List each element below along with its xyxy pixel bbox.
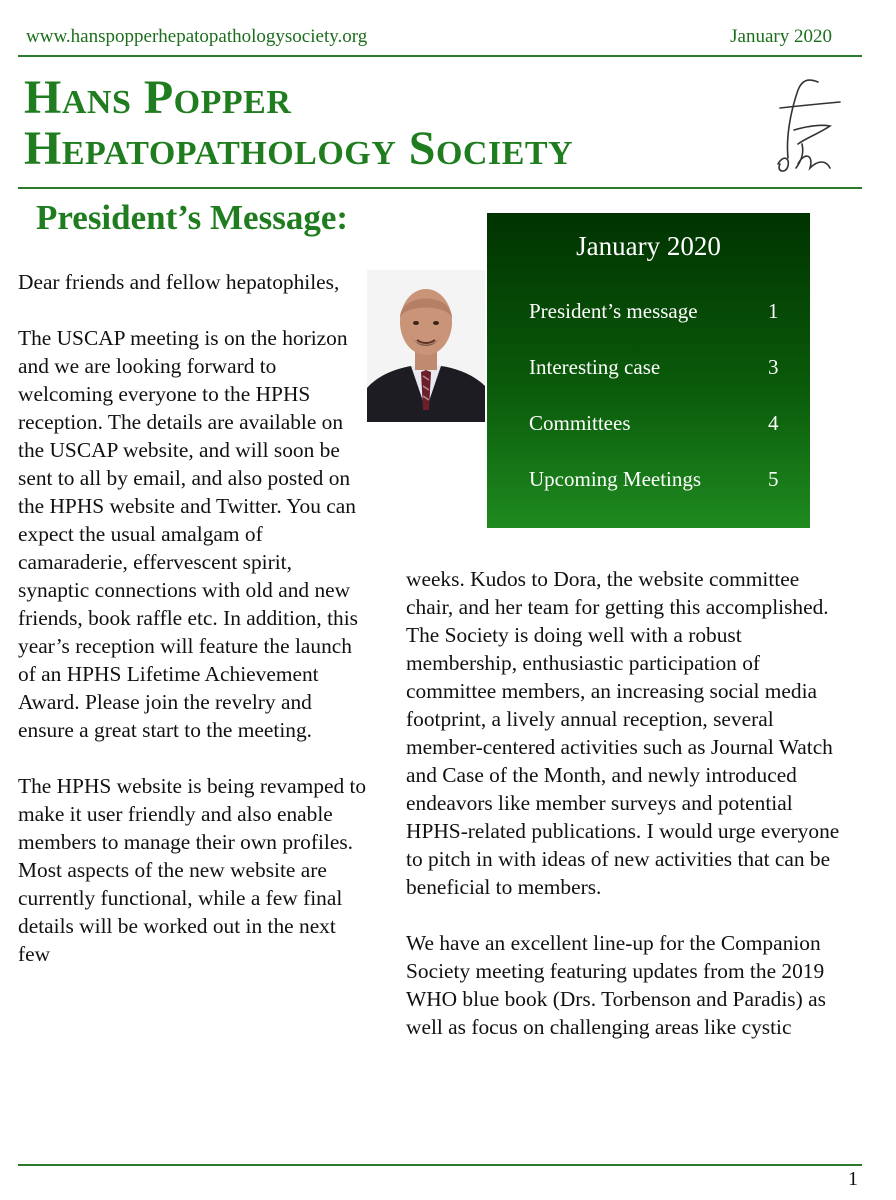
toc-item[interactable] <box>529 411 799 439</box>
table-of-contents <box>487 213 810 528</box>
paragraph: The HPHS website is being revamped to make it user friendly and also enable members to manage their own profiles. Most aspects of the new website are currently functional, while a few final details will be worked out in the next few <box>18 774 367 966</box>
toc-item-page: 4 <box>768 411 779 435</box>
toc-item-label: Upcoming Meetings <box>529 467 702 491</box>
issue-date: January 2020 <box>730 26 832 47</box>
footer-divider <box>18 1164 862 1166</box>
left-column-text <box>18 268 368 996</box>
paragraph: We have an excellent line-up for the Companion Society meeting featuring updates from the 2019 WHO blue book (Drs. Torbenson and Paradis) as well as focus on challenging areas like cystic <box>406 931 826 1039</box>
toc-item-label: Committees <box>529 411 631 435</box>
toc-item-page: 3 <box>768 355 779 379</box>
toc-item[interactable] <box>529 355 799 383</box>
signature-mark <box>758 68 848 180</box>
right-column-text <box>406 565 846 1069</box>
masthead-line-1: Hans Popper <box>24 71 292 124</box>
toc-item-page: 1 <box>768 299 779 323</box>
masthead-divider <box>18 187 862 189</box>
toc-title: January 2020 <box>576 231 721 261</box>
section-heading: President’s Message: <box>36 198 349 237</box>
paragraph: Dear friends and fellow hepatophiles, <box>18 270 340 294</box>
paragraph: The USCAP meeting is on the horizon and we are looking forward to welcoming everyone to the HPHS reception. The details are available on the USCAP website, and will soon be sent to all by email, and also posted on the HPHS website and Twitter. You can expect the usual amalgam of camaraderie, effervescent spirit, synaptic connections with old and new friends, book raffle etc. In addition, this year’s reception will feature the launch of an HPHS Lifetime Achievement Award. Please join the revelry and ensure a great start to the meeting. <box>18 326 358 742</box>
website-url[interactable]: www.hanspopperhepatopathologysociety.org <box>26 26 368 47</box>
toc-item[interactable] <box>529 467 799 495</box>
president-portrait <box>367 270 485 422</box>
toc-item-page: 5 <box>768 467 779 491</box>
page-number: 1 <box>848 1168 858 1190</box>
masthead-line-2: Hepatopathology Society <box>24 122 574 175</box>
toc-item[interactable] <box>529 299 799 327</box>
masthead-title <box>24 72 784 174</box>
paragraph: weeks. Kudos to Dora, the website committee chair, and her team for getting this accomplished. The Society is doing well with a robust membership, enthusiastic participation of committee members, an increasing social media footprint, a lively annual reception, several member-centered activities such as Journal Watch and Case of the Month, and newly introduced endeavors like member surveys and potential HPHS-related publications. I would urge everyone to pitch in with ideas of new activities that can be beneficial to members. <box>406 567 840 899</box>
toc-item-label: President’s message <box>529 299 698 323</box>
toc-item-label: Interesting case <box>529 355 661 379</box>
top-divider <box>18 55 862 57</box>
